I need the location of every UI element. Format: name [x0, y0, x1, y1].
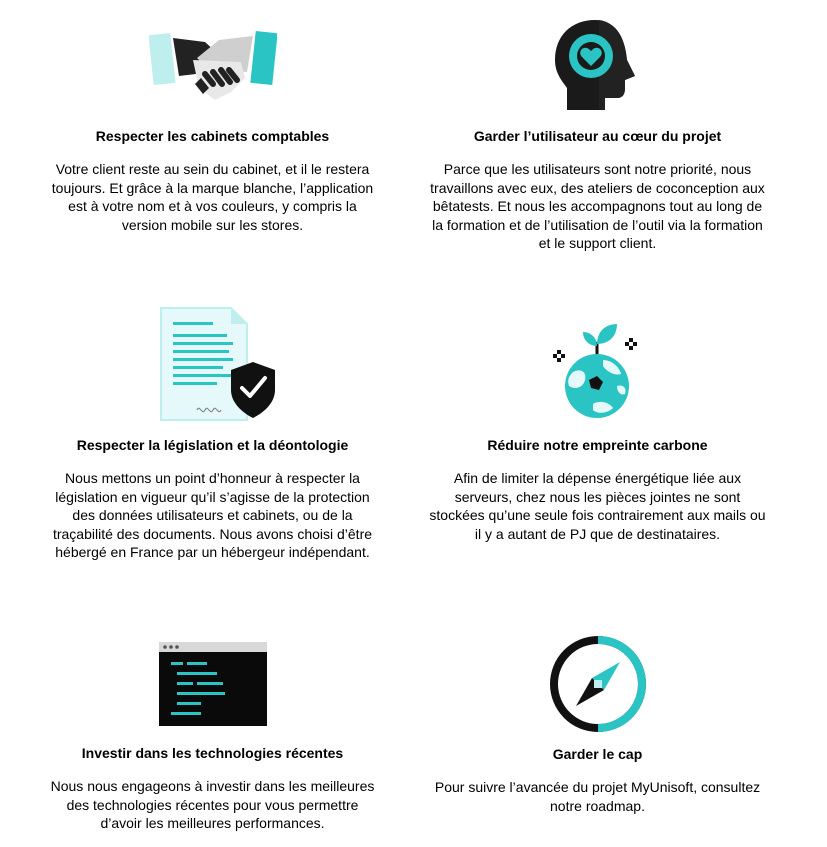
planet-sprout-icon: [553, 320, 643, 420]
feature-text: Afin de limiter la dépense énergétique liée aux serveurs, chez nous les pièces jointes ne sont stockées qu’une seule fois contrairement aux mails ou il y a autant de PJ que de destinataires.: [429, 470, 766, 542]
feature-card-cabinets: [40, 0, 385, 260]
feature-text: Pour suivre l’avancée du projet MyUnisoft, consultez notre roadmap.: [434, 779, 761, 814]
compass-icon: [548, 634, 648, 734]
feature-text: Parce que les utilisateurs sont notre priorité, nous travaillons avec eux, des ateliers de coconception aux bêtatests. Et nous les accompagnons tout au long de la formation et de l’utilisation de l’outil via la formation et le support client.: [430, 161, 765, 251]
feature-title: Réduire notre empreinte carbone: [487, 437, 708, 453]
feature-text: Nous mettons un point d’honneur à respecter la législation en vigueur qu’il s’agisse de la protection des données utilisateurs et cabinets, ou de la traçabilité des documents. Nous avons choisi d’être hébergé en France par un hébergeur indépendant.: [52, 470, 373, 560]
feature-text: Votre client reste au sein du cabinet, et il le restera toujours. Et grâce à la marque blanche, l’application est à votre nom et à vos couleurs, y compris la version mobile sur les stores.: [51, 161, 374, 233]
head-heart-icon: [553, 16, 643, 112]
handshake-icon: [149, 28, 277, 108]
feature-card-carbone: [425, 300, 770, 560]
feature-card-technologies: [40, 620, 385, 840]
feature-title: Respecter les cabinets comptables: [95, 128, 330, 144]
document-shield-icon: [151, 306, 275, 422]
feature-title: Garder le cap: [552, 746, 643, 762]
feature-card-legislation: [40, 300, 385, 590]
feature-card-cap: [425, 620, 770, 840]
code-terminal-icon: [157, 640, 269, 728]
feature-title: Garder l’utilisateur au cœur du projet: [473, 128, 722, 144]
feature-card-utilisateur: [425, 0, 770, 280]
feature-text: Nous nous engageons à investir dans les meilleures des technologies récentes pour vous permettre d’avoir les meilleures performances.: [50, 778, 375, 831]
feature-title: Respecter la législation et la déontologie: [76, 437, 349, 453]
feature-title: Investir dans les technologies récentes: [81, 745, 344, 761]
